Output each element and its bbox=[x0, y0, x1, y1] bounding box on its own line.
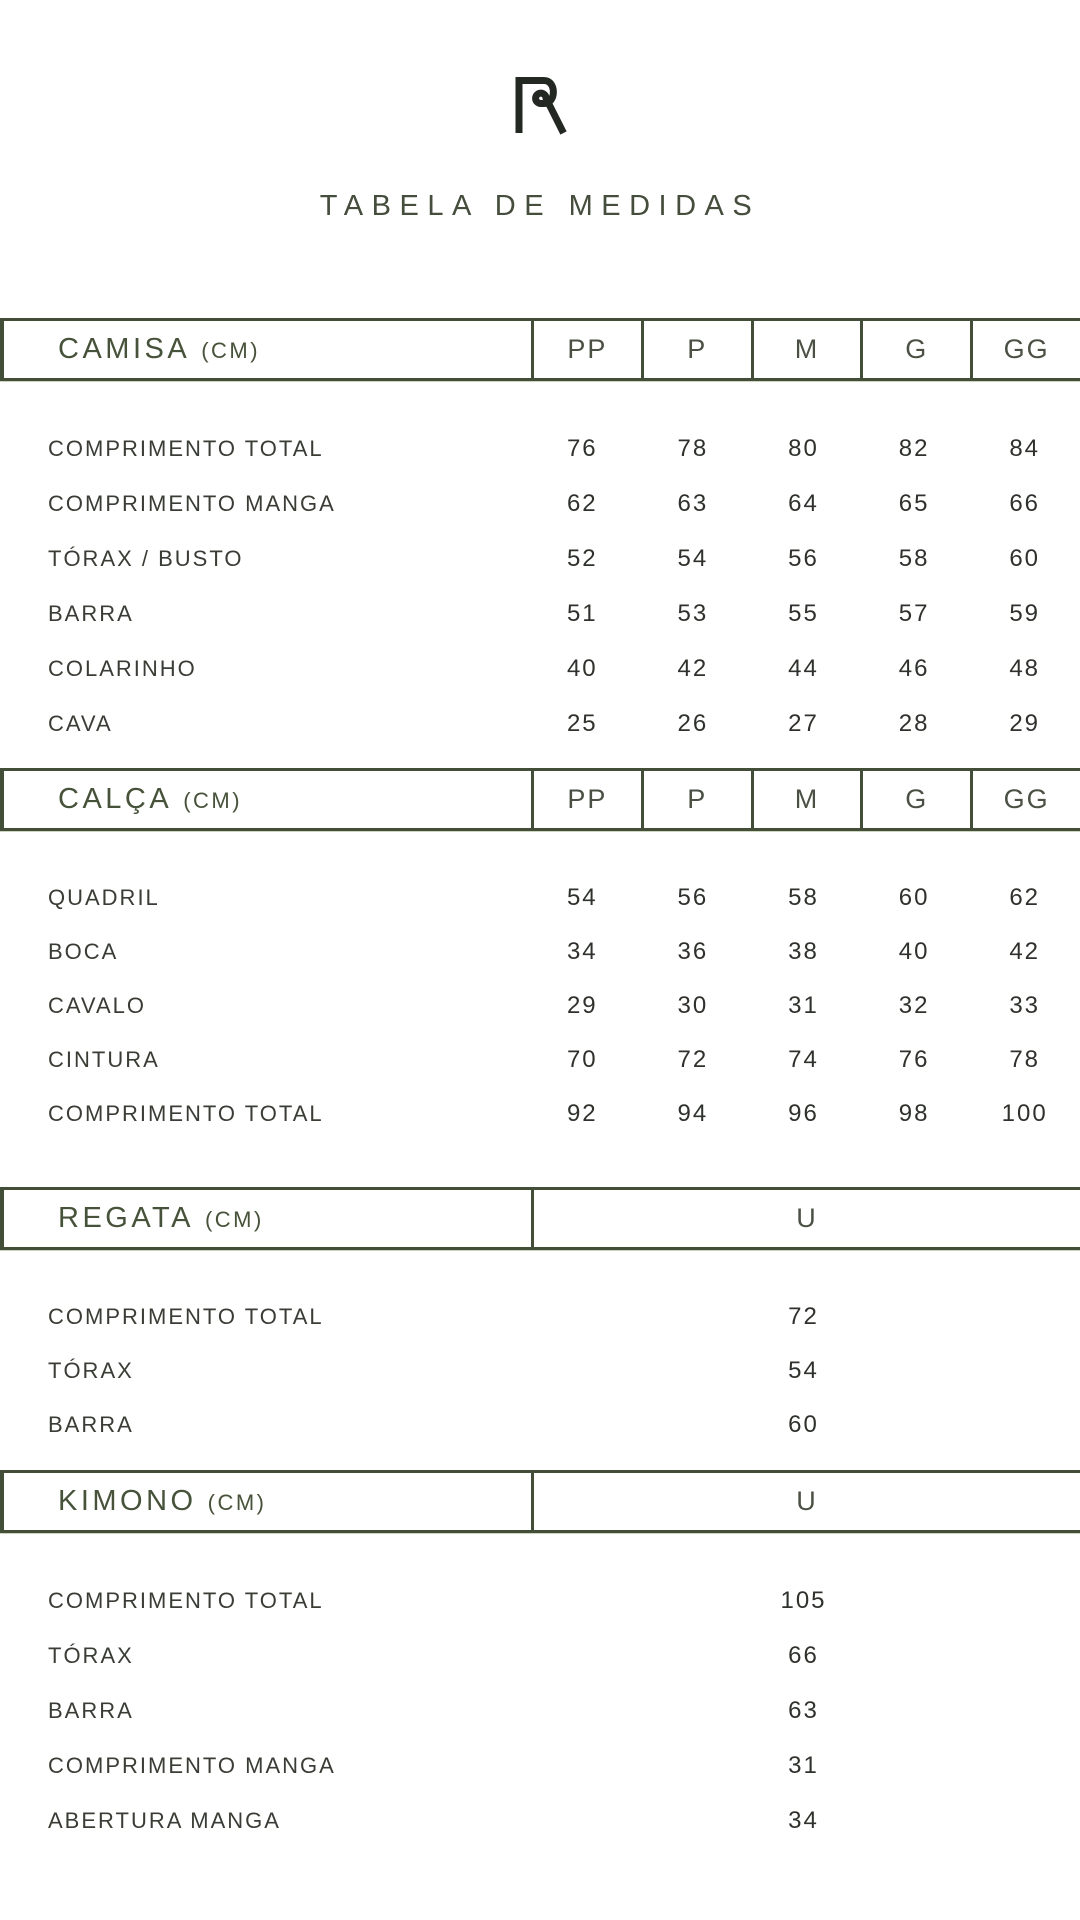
size-header-p: P bbox=[641, 771, 751, 828]
row-value: 60 bbox=[1009, 544, 1041, 572]
section-regata bbox=[0, 1187, 1080, 1452]
row-label: BOCA bbox=[48, 939, 119, 964]
row-value: 80 bbox=[788, 434, 819, 462]
table-row bbox=[0, 531, 1080, 586]
row-value: 92 bbox=[566, 1100, 598, 1127]
regata-rows bbox=[0, 1290, 1080, 1452]
table-row bbox=[0, 1683, 1080, 1738]
section-label: REGATA bbox=[58, 1202, 194, 1234]
row-value: 56 bbox=[788, 544, 819, 572]
size-header-u: U bbox=[531, 1190, 1080, 1247]
row-label: TÓRAX / BUSTO bbox=[48, 545, 244, 571]
row-value: 60 bbox=[788, 1411, 819, 1438]
row-value: 33 bbox=[1009, 992, 1041, 1019]
size-header-pp: PP bbox=[531, 771, 641, 828]
table-row bbox=[0, 979, 1080, 1033]
regata-header-label-cell bbox=[4, 1190, 531, 1247]
table-row bbox=[0, 476, 1080, 531]
row-value: 84 bbox=[1009, 434, 1041, 462]
row-value: 29 bbox=[1009, 709, 1041, 737]
row-value: 40 bbox=[898, 938, 930, 965]
kimono-header-bar bbox=[0, 1470, 1080, 1533]
row-value: 28 bbox=[898, 709, 930, 737]
row-value: 26 bbox=[677, 709, 709, 737]
row-value: 56 bbox=[677, 884, 709, 911]
row-value: 27 bbox=[788, 709, 819, 737]
table-row bbox=[0, 925, 1080, 979]
table-row bbox=[0, 1087, 1080, 1141]
section-unit: (CM) bbox=[183, 788, 243, 813]
row-value: 30 bbox=[677, 992, 709, 1019]
brand-header bbox=[0, 0, 1080, 221]
size-header-gg: GG bbox=[970, 771, 1080, 828]
table-row bbox=[0, 1344, 1080, 1398]
row-value: 29 bbox=[566, 992, 598, 1019]
row-label: CAVA bbox=[48, 710, 113, 736]
size-header-u: U bbox=[531, 1473, 1080, 1530]
size-header-m: M bbox=[751, 771, 861, 828]
row-value: 44 bbox=[788, 654, 819, 682]
section-unit: (CM) bbox=[201, 338, 261, 363]
section-label: KIMONO bbox=[58, 1485, 197, 1517]
row-value: 98 bbox=[898, 1100, 930, 1127]
row-value: 62 bbox=[566, 489, 598, 517]
calca-header-label-cell bbox=[4, 771, 531, 828]
row-value: 34 bbox=[566, 938, 598, 965]
row-value: 40 bbox=[566, 654, 598, 682]
row-label: COMPRIMENTO TOTAL bbox=[48, 1101, 324, 1126]
row-label: QUADRIL bbox=[48, 885, 160, 910]
row-value: 70 bbox=[566, 1046, 598, 1073]
row-value: 51 bbox=[566, 599, 598, 627]
row-value: 74 bbox=[788, 1046, 819, 1073]
row-label: BARRA bbox=[48, 1697, 134, 1723]
size-header-g: G bbox=[860, 771, 970, 828]
section-kimono bbox=[0, 1470, 1080, 1848]
row-value: 54 bbox=[788, 1357, 819, 1384]
row-value: 31 bbox=[788, 992, 819, 1019]
row-value: 72 bbox=[677, 1046, 709, 1073]
row-value: 32 bbox=[898, 992, 930, 1019]
row-value: 94 bbox=[677, 1100, 709, 1127]
row-value: 96 bbox=[788, 1100, 819, 1127]
row-value: 25 bbox=[566, 709, 598, 737]
page-title: TABELA DE MEDIDAS bbox=[319, 190, 761, 222]
row-value: 59 bbox=[1009, 599, 1041, 627]
row-value: 65 bbox=[898, 489, 930, 517]
section-calca bbox=[0, 768, 1080, 1141]
row-label: COMPRIMENTO TOTAL bbox=[48, 1587, 324, 1613]
row-value: 34 bbox=[788, 1806, 819, 1834]
section-camisa bbox=[0, 318, 1080, 751]
row-value: 63 bbox=[788, 1696, 819, 1724]
row-value: 53 bbox=[677, 599, 709, 627]
table-row bbox=[0, 641, 1080, 696]
table-row bbox=[0, 1628, 1080, 1683]
row-value: 58 bbox=[788, 884, 819, 911]
camisa-header-label-cell bbox=[4, 321, 531, 378]
calca-rows bbox=[0, 871, 1080, 1141]
row-value: 82 bbox=[898, 434, 930, 462]
row-value: 105 bbox=[780, 1586, 827, 1614]
row-value: 52 bbox=[566, 544, 598, 572]
row-label: BARRA bbox=[48, 1412, 134, 1437]
table-row bbox=[0, 1398, 1080, 1452]
row-label: CINTURA bbox=[48, 1047, 160, 1072]
row-value: 63 bbox=[677, 489, 709, 517]
logo-r-icon bbox=[510, 74, 570, 136]
row-label: TÓRAX bbox=[48, 1358, 134, 1383]
row-value: 76 bbox=[898, 1046, 930, 1073]
row-label: BARRA bbox=[48, 600, 134, 626]
row-value: 42 bbox=[1009, 938, 1041, 965]
size-header-gg: GG bbox=[970, 321, 1080, 378]
size-header-p: P bbox=[641, 321, 751, 378]
row-value: 46 bbox=[898, 654, 930, 682]
camisa-rows bbox=[0, 421, 1080, 751]
row-value: 64 bbox=[788, 489, 819, 517]
size-header-g: G bbox=[860, 321, 970, 378]
section-label: CALÇA bbox=[58, 783, 173, 815]
table-row bbox=[0, 1290, 1080, 1344]
table-row bbox=[0, 1033, 1080, 1087]
row-value: 66 bbox=[788, 1641, 819, 1669]
size-header-m: M bbox=[751, 321, 861, 378]
row-label: COMPRIMENTO MANGA bbox=[48, 490, 336, 516]
row-value: 38 bbox=[788, 938, 819, 965]
table-row bbox=[0, 1738, 1080, 1793]
table-row bbox=[0, 871, 1080, 925]
row-value: 66 bbox=[1009, 489, 1041, 517]
row-value: 60 bbox=[898, 884, 930, 911]
row-label: COLARINHO bbox=[48, 655, 197, 681]
table-row bbox=[0, 696, 1080, 751]
row-label: CAVALO bbox=[48, 993, 146, 1018]
kimono-header-label-cell bbox=[4, 1473, 531, 1530]
row-value: 54 bbox=[566, 884, 598, 911]
row-value: 58 bbox=[898, 544, 930, 572]
row-value: 48 bbox=[1009, 654, 1041, 682]
row-value: 72 bbox=[788, 1303, 819, 1330]
table-row bbox=[0, 1573, 1080, 1628]
camisa-header-bar bbox=[0, 318, 1080, 381]
kimono-rows bbox=[0, 1573, 1080, 1848]
row-label: TÓRAX bbox=[48, 1642, 134, 1668]
row-value: 31 bbox=[788, 1751, 819, 1779]
row-value: 42 bbox=[677, 654, 709, 682]
regata-header-bar bbox=[0, 1187, 1080, 1250]
row-label: COMPRIMENTO TOTAL bbox=[48, 435, 324, 461]
section-unit: (CM) bbox=[207, 1490, 267, 1515]
row-value: 62 bbox=[1009, 884, 1041, 911]
row-label: COMPRIMENTO MANGA bbox=[48, 1752, 336, 1778]
section-label: CAMISA bbox=[58, 333, 191, 365]
row-value: 57 bbox=[898, 599, 930, 627]
row-value: 36 bbox=[677, 938, 709, 965]
calca-header-bar bbox=[0, 768, 1080, 831]
table-row bbox=[0, 421, 1080, 476]
brand-logo-r-icon bbox=[0, 74, 1080, 138]
table-row bbox=[0, 586, 1080, 641]
row-value: 100 bbox=[1001, 1100, 1048, 1127]
section-unit: (CM) bbox=[204, 1207, 264, 1232]
row-value: 55 bbox=[788, 599, 819, 627]
row-value: 78 bbox=[677, 434, 709, 462]
row-value: 78 bbox=[1009, 1046, 1041, 1073]
row-label: ABERTURA MANGA bbox=[48, 1807, 281, 1833]
row-value: 54 bbox=[677, 544, 709, 572]
row-value: 76 bbox=[566, 434, 598, 462]
row-label: COMPRIMENTO TOTAL bbox=[48, 1304, 324, 1329]
size-header-pp: PP bbox=[531, 321, 641, 378]
table-row bbox=[0, 1793, 1080, 1848]
